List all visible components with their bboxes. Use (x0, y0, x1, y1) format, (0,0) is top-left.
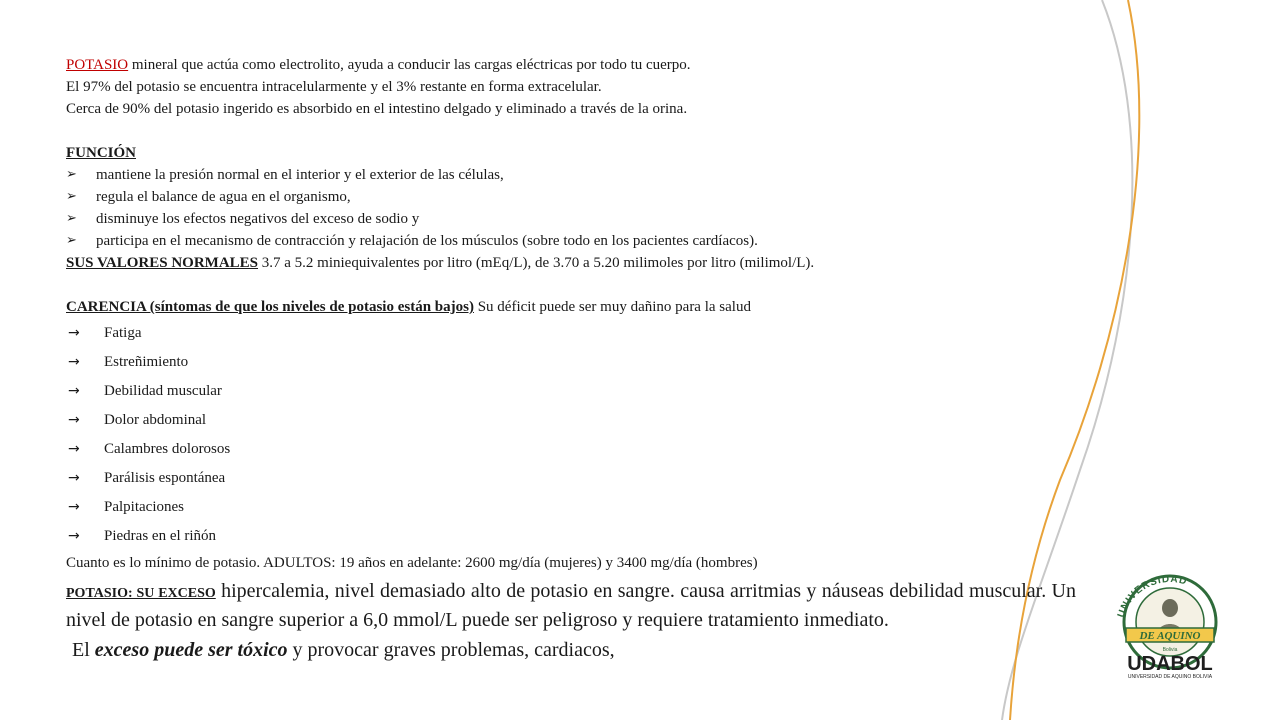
symptom-item: → Dolor abdominal (66, 405, 1076, 434)
funcion-item: ➢ regula el balance de agua en el organismo, (66, 186, 1076, 208)
exceso-heading: POTASIO: SU EXCESO (66, 586, 216, 601)
funcion-item: ➢ mantiene la presión normal en el interior y el exterior de las células, (66, 164, 1076, 186)
arrowhead-bullet-icon: ➢ (66, 211, 77, 226)
logo-subtitle: UNIVERSIDAD DE AQUINO BOLIVIA (1127, 674, 1213, 680)
right-arrow-icon: → (68, 469, 80, 486)
right-arrow-icon: → (68, 411, 80, 428)
right-arrow-icon: → (68, 440, 80, 457)
exceso-last-line: El exceso puede ser tóxico y provocar graves problemas, cardiacos, (72, 639, 615, 661)
logo-country: Bolivia (1162, 647, 1178, 653)
intro-line-1: POTASIO mineral que actúa como electrolito, ayuda a conducir las cargas eléctricas por todo tu cuerpo. (66, 57, 691, 73)
symptom-item: → Estreñimiento (66, 347, 1076, 376)
symptom-item: → Fatiga (66, 318, 1076, 347)
right-arrow-icon: → (68, 527, 80, 544)
logo-brand: UDABOL (1127, 653, 1213, 675)
arrowhead-bullet-icon: ➢ (66, 189, 77, 204)
symptom-item: → Debilidad muscular (66, 376, 1076, 405)
right-arrow-icon: → (68, 324, 80, 341)
arrowhead-bullet-icon: ➢ (66, 233, 77, 248)
symptom-item: → Calambres dolorosos (66, 434, 1076, 463)
potasio-title: POTASIO (66, 57, 129, 73)
logo-arc-text: UNIVERSIDAD (1115, 573, 1189, 620)
funcion-heading: FUNCIÓN (66, 145, 136, 161)
logo-ribbon-text: DE AQUINO (1139, 630, 1201, 642)
valores-line: SUS VALORES NORMALES 3.7 a 5.2 miniequivalentes por litro (mEq/L), de 3.70 a 5.20 milimoles por litro (milimol/L). (66, 255, 815, 271)
slide-content (66, 54, 1076, 663)
right-arrow-icon: → (68, 498, 80, 515)
right-arrow-icon: → (68, 353, 80, 370)
symptom-item: → Piedras en el riñón (66, 521, 1076, 550)
intro-line-2: El 97% del potasio se encuentra intracelularmente y el 3% restante en forma extracelular. (66, 79, 602, 95)
funcion-item: ➢ participa en el mecanismo de contracción y relajación de los músculos (sobre todo en los pacientes cardíacos). (66, 230, 1076, 252)
symptom-item: → Palpitaciones (66, 492, 1076, 521)
arrowhead-bullet-icon: ➢ (66, 167, 77, 182)
funcion-list (66, 164, 1076, 252)
valores-heading: SUS VALORES NORMALES (66, 255, 259, 271)
funcion-item: ➢ disminuye los efectos negativos del exceso de sodio y (66, 208, 1076, 230)
intro-line-3: Cerca de 90% del potasio ingerido es absorbido en el intestino delgado y eliminado a través de la orina. (66, 101, 688, 117)
minimo-line: Cuanto es lo mínimo de potasio. ADULTOS: 19 años en adelante: 2600 mg/día (mujeres) y 3400 mg/día (hombres) (66, 555, 758, 571)
carencia-heading: CARENCIA (síntomas de que los niveles de potasio están bajos) (66, 299, 474, 315)
symptom-item: → Parálisis espontánea (66, 463, 1076, 492)
udabol-logo (1100, 572, 1240, 682)
exceso-paragraph: POTASIO: SU EXCESO hipercalemia, nivel demasiado alto de potasio en sangre. causa arritmias y náuseas debilidad muscular. Un nivel de potasio en sangre superior a 6,0 mmol/L puede ser peligroso y requiere tratamiento inmediato. (66, 580, 1076, 631)
carencia-line: CARENCIA (síntomas de que los niveles de potasio están bajos) Su déficit puede ser muy dañino para la salud (66, 299, 751, 315)
right-arrow-icon: → (68, 382, 80, 399)
carencia-list (66, 318, 1076, 550)
